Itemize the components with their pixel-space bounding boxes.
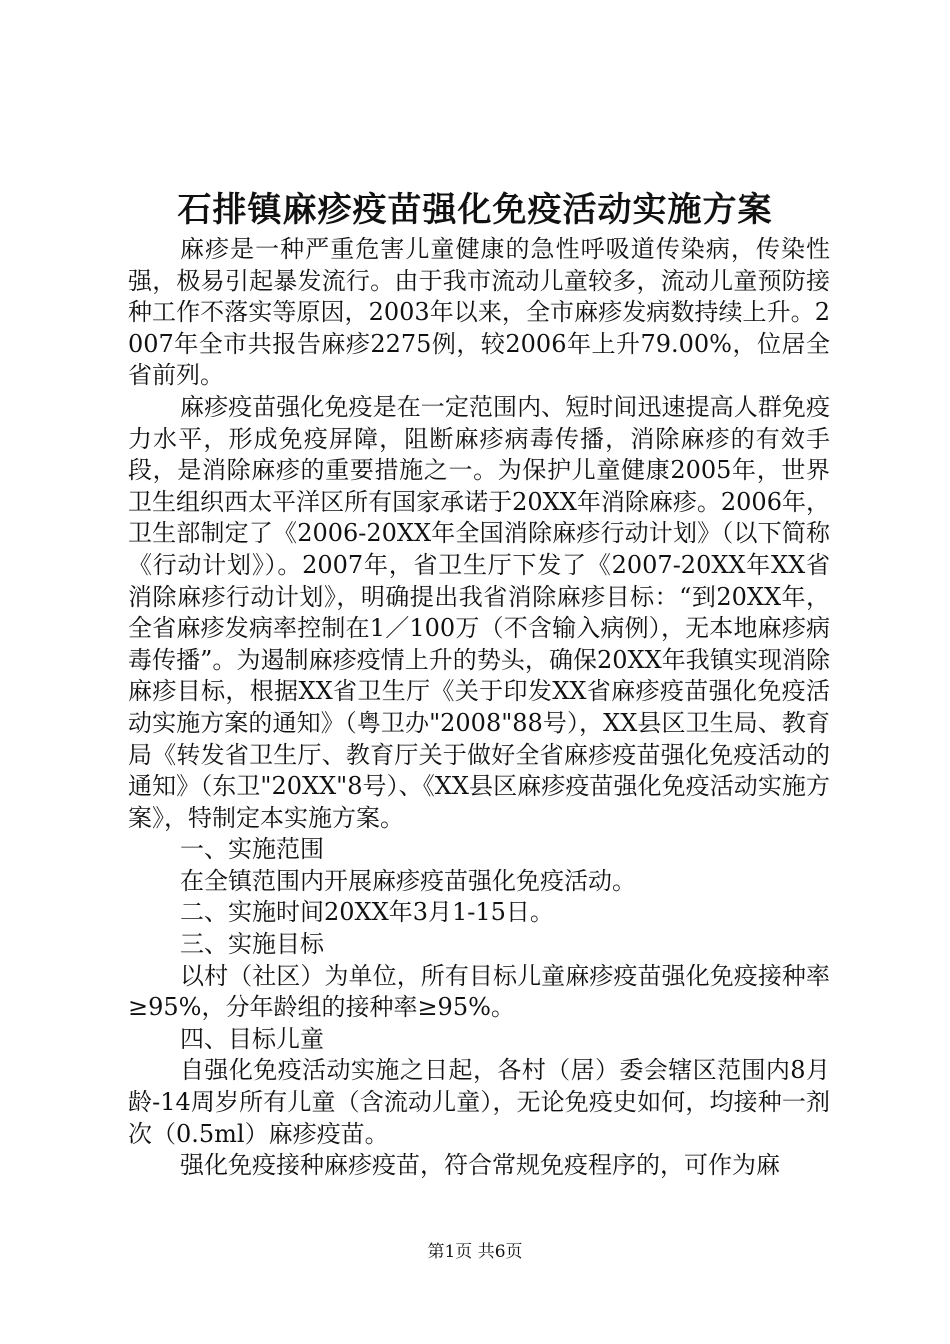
section-heading-goal: 三、实施目标 bbox=[180, 930, 324, 959]
paragraph-scope: 在全镇范围内开展麻疹疫苗强化免疫活动。 bbox=[180, 866, 636, 895]
section-heading-time: 二、实施时间20XX年3月1-15日。 bbox=[180, 898, 554, 927]
paragraph-background: 麻疹疫苗强化免疫是在一定范围内、短时间迅速提高人群免疫力水平，形成免疫屏障，阻断麻疹病毒传播，消除麻疹的有效手段，是消除麻疹的重要措施之一。为保护儿童健康2005年，世界卫生组织西太平洋区所有国家承诺于20XX年消除麻疹。2006年，卫生部制定了《2006-20XX年全国消除麻疹行动计划》（以下简称《行动计划》）。2007年，省卫生厅下发了《2007-20XX年XX省消除麻疹行动计划》，明确提出我省消除麻疹目标：“到20XX年，全省麻疹发病率控制在1／100万（不含输入病例），无本地麻疹病毒传播”。为遏制麻疹疫情上升的势头，确保20XX年我镇实现消除麻疹目标，根据XX省卫生厅《关于印发XX省麻疹疫苗强化免疫活动实施方案的通知》（粤卫办"2008"88号），XX县区卫生局、教育局《转发省卫生厅、教育厅关于做好全省麻疹疫苗强化免疫活动的通知》（东卫"20XX"8号）、《XX县区麻疹疫苗强化免疫活动实施方案》，特制定本实施方案。 bbox=[128, 392, 830, 832]
paragraph-continued: 强化免疫接种麻疹疫苗，符合常规免疫程序的，可作为麻 bbox=[180, 1151, 780, 1180]
section-heading-scope: 一、实施范围 bbox=[180, 835, 324, 864]
paragraph-goal: 以村（社区）为单位，所有目标儿童麻疹疫苗强化免疫接种率≥95%，分年龄组的接种率≥95%。 bbox=[128, 961, 830, 1022]
section-heading-target-children: 四、目标儿童 bbox=[180, 1024, 324, 1053]
document-title: 石排镇麻疹疫苗强化免疫活动实施方案 bbox=[177, 190, 773, 230]
paragraph-intro: 麻疹是一种严重危害儿童健康的急性呼吸道传染病，传染性强，极易引起暴发流行。由于我市流动儿童较多，流动儿童预防接种工作不落实等原因，2003年以来，全市麻疹发病数持续上升。2007年全市共报告麻疹2275例，较2006年上升79.00%，位居全省前列。 bbox=[128, 235, 830, 390]
document-body bbox=[128, 234, 830, 1182]
paragraph-target-children: 自强化免疫活动实施之日起，各村（居）委会辖区范围内8月龄-14周岁所有儿童（含流动儿童），无论免疫史如何，均接种一剂次（0.5ml）麻疹疫苗。 bbox=[128, 1056, 830, 1148]
page-footer: 第1页 共6页 bbox=[427, 1242, 523, 1262]
